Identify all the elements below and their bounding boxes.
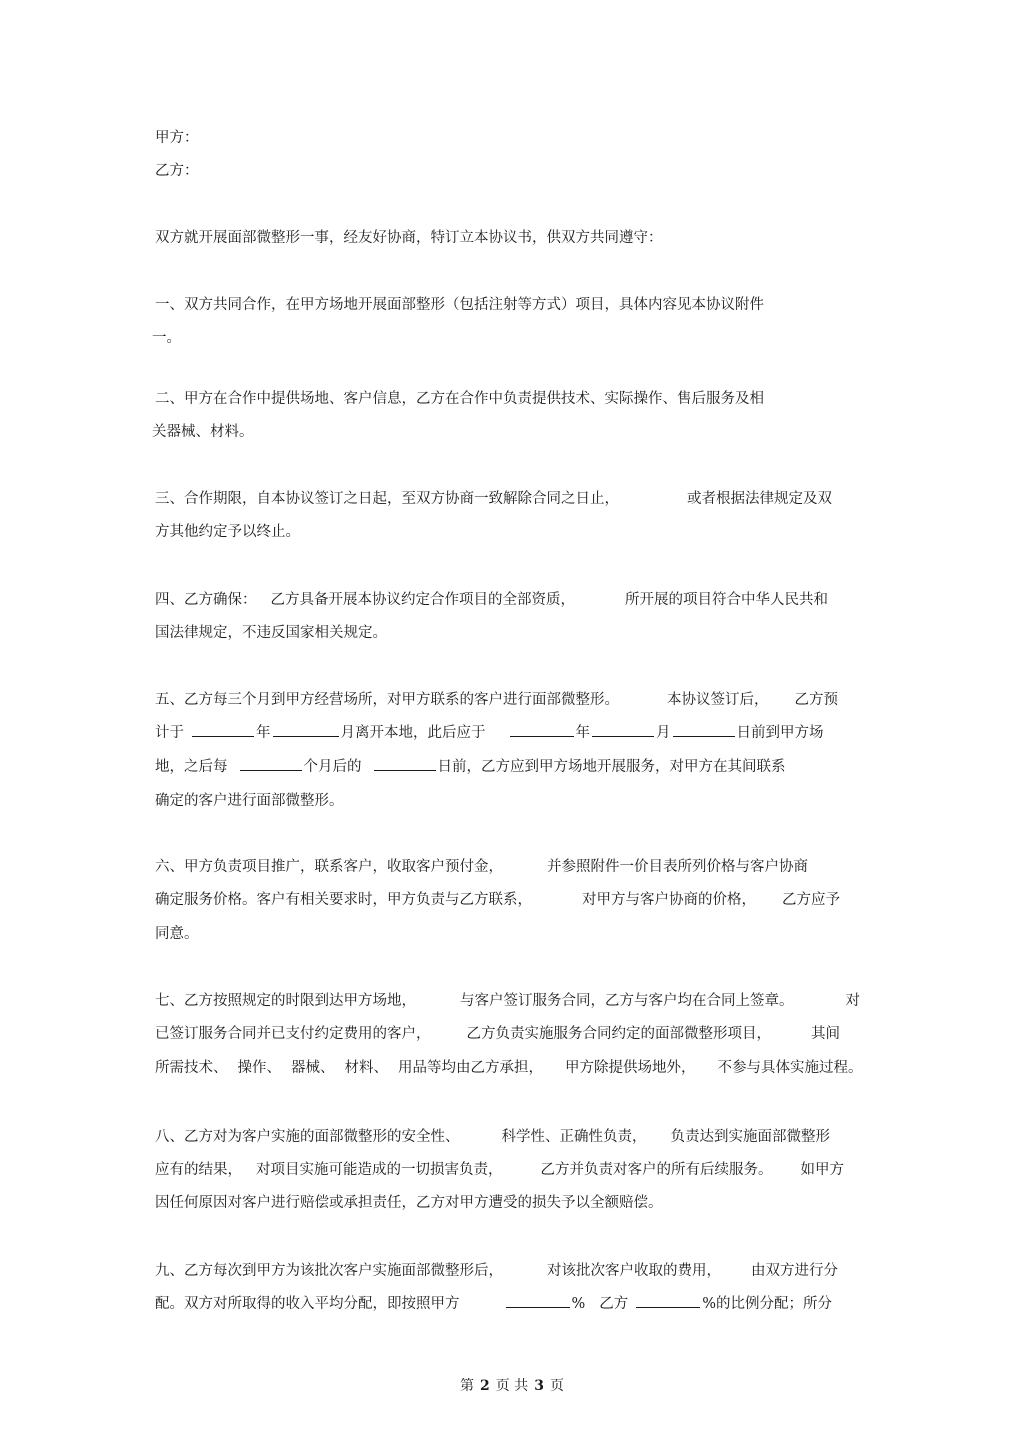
clause-9-text-a: 九、乙方每次到甲方为该批次客户实施面部微整形后， (155, 1263, 503, 1279)
clause-4-text-a: 四、乙方确保： (155, 592, 257, 608)
footer-prefix: 第 (460, 1378, 475, 1394)
clause-4-text-b: 乙方具备开展本协议约定合作项目的全部资质， (270, 592, 575, 608)
blank-field[interactable] (636, 1292, 700, 1308)
clause-6-text-e: 乙方应予 (782, 892, 840, 908)
clause-5-text-b: 本协议签订后， (667, 692, 769, 708)
clause-5-text-l: 日前，乙方应到甲方场地开展服务，对甲方在其间联系 (437, 759, 786, 775)
clause-4-line-1 (155, 588, 870, 612)
clause-9-text-e: 乙方 (599, 1296, 629, 1312)
clause-5-text-j: 地，之后每 (155, 759, 228, 775)
clause-1-line-1: 一、双方共同合作，在甲方场地开展面部整形（包括注射等方式）项目，具体内容见本协议附件 (155, 297, 764, 313)
clause-5-text-i: 日前到甲方场 (736, 725, 824, 741)
clause-6-line-2 (155, 888, 870, 912)
clause-2-line-2: 关器械、材料。 (152, 424, 254, 440)
footer-mid: 页 共 (495, 1378, 529, 1394)
clause-7-text-h: 操作、 (237, 1060, 281, 1076)
clause-7-text-f: 其间 (811, 1026, 840, 1042)
clause-7-text-e: 乙方负责实施服务合同约定的面部微整形项目， (466, 1026, 771, 1042)
clause-8-text-e: 对项目实施可能造成的一切损害负责， (256, 1162, 503, 1178)
blank-field[interactable] (592, 721, 654, 737)
clause-3-text-a: 三、合作期限，自本协议签订之日起，至双方协商一致解除合同之日止， (155, 491, 619, 507)
clause-5-text-d: 计于 (155, 725, 184, 741)
blank-field[interactable] (273, 721, 339, 737)
clause-5-text-k: 个月后的 (303, 759, 362, 775)
clause-7-text-d: 已签订服务合同并已支付约定费用的客户， (155, 1026, 431, 1042)
party-b-label: 乙方： (155, 163, 199, 179)
blank-field[interactable] (192, 721, 254, 737)
clause-9-text-f: %的比例分配；所分 (702, 1296, 833, 1312)
clause-7-line-2 (155, 1022, 870, 1046)
clause-7-text-c: 对 (845, 993, 860, 1009)
clause-7-line-1 (155, 989, 870, 1013)
blank-field[interactable] (240, 755, 302, 771)
party-a-label: 甲方： (155, 130, 199, 146)
clause-2-line-1: 二、甲方在合作中提供场地、客户信息，乙方在合作中负责提供技术、实际操作、售后服务及相 (155, 391, 764, 407)
clause-3-line-1 (155, 487, 870, 511)
clause-9-text-d: 配。双方对所取得的收入平均分配，即按照甲方 (155, 1296, 460, 1312)
clause-7-text-g: 所需技术、 (155, 1060, 228, 1076)
blank-field[interactable] (510, 721, 574, 737)
clause-7-text-m: 不参与具体实施过程。 (717, 1060, 863, 1076)
clause-5-text-f: 月离开本地，此后应于 (340, 725, 486, 741)
clause-1-line-2: 一。 (152, 330, 181, 346)
clause-7-text-l: 甲方除提供场地外， (565, 1060, 696, 1076)
clause-7-text-i: 器械、 (291, 1060, 335, 1076)
page-footer (0, 1376, 1024, 1396)
clause-5-text-g: 年 (575, 725, 590, 741)
clause-3-text-b: 或者根据法律规定及双 (687, 491, 832, 507)
clause-3-line-2: 方其他约定予以终止。 (155, 524, 300, 540)
percent-sign: % (571, 1296, 586, 1312)
clause-7-text-k: 用品等均由乙方承担， (398, 1060, 543, 1076)
clause-7-text-j: 材料、 (344, 1060, 388, 1076)
clause-9-text-b: 对该批次客户收取的费用， (547, 1263, 721, 1279)
clause-5-text-e: 年 (256, 725, 271, 741)
clause-9-line-2 (155, 1292, 870, 1316)
total-page-number: 3 (534, 1378, 544, 1394)
clause-6-text-c: 确定服务价格。客户有相关要求时，甲方负责与乙方联系， (155, 892, 532, 908)
current-page-number: 2 (480, 1378, 490, 1394)
clause-9-text-c: 由双方进行分 (751, 1263, 838, 1279)
clause-6-text-b: 并参照附件一价目表所列价格与客户协商 (547, 859, 808, 875)
clause-4-line-2: 国法律规定，不违反国家相关规定。 (155, 625, 387, 641)
clause-6-text-a: 六、甲方负责项目推广，联系客户，收取客户预付金， (155, 859, 503, 875)
clause-6-line-1 (155, 855, 870, 879)
clause-6-line-3: 同意。 (155, 926, 199, 942)
clause-9-line-1 (155, 1259, 870, 1283)
clause-8-line-2 (155, 1158, 870, 1182)
clause-8-text-c: 负责达到实施面部微整形 (670, 1129, 830, 1145)
intro-paragraph: 双方就开展面部微整形一事，经友好协商，特订立本协议书，供双方共同遵守： (155, 230, 663, 246)
clause-6-text-d: 对甲方与客户协商的价格， (582, 892, 756, 908)
clause-8-line-1 (155, 1125, 870, 1149)
clause-5-text-c: 乙方预 (794, 692, 838, 708)
clause-7-text-a: 七、乙方按照规定的时限到达甲方场地， (155, 993, 416, 1009)
clause-5-line-3 (155, 755, 870, 779)
clause-8-text-g: 如甲方 (800, 1162, 844, 1178)
blank-field[interactable] (673, 721, 735, 737)
clause-5-line-4: 确定的客户进行面部微整形。 (155, 793, 344, 809)
clause-5-text-h: 月 (656, 725, 671, 741)
clause-7-text-b: 与客户签订服务合同，乙方与客户均在合同上签章。 (460, 993, 794, 1009)
clause-8-text-b: 科学性、正确性负责， (501, 1129, 647, 1145)
clause-8-text-f: 乙方并负责对客户的所有后续服务。 (540, 1162, 773, 1178)
clause-7-line-3 (155, 1056, 870, 1080)
clause-4-text-c: 所开展的项目符合中华人民共和 (625, 592, 828, 608)
clause-5-text-a: 五、乙方每三个月到甲方经营场所，对甲方联系的客户进行面部微整形。 (155, 692, 619, 708)
blank-field[interactable] (506, 1292, 570, 1308)
clause-8-text-d: 应有的结果， (155, 1162, 242, 1178)
footer-suffix: 页 (549, 1378, 564, 1394)
clause-5-line-1 (155, 688, 870, 712)
blank-field[interactable] (374, 755, 436, 771)
clause-8-line-3: 因任何原因对客户进行赔偿或承担责任，乙方对甲方遭受的损失予以全额赔偿。 (155, 1195, 663, 1211)
clause-5-line-2 (155, 721, 870, 745)
clause-8-text-a: 八、乙方对为客户实施的面部微整形的安全性、 (155, 1129, 460, 1145)
